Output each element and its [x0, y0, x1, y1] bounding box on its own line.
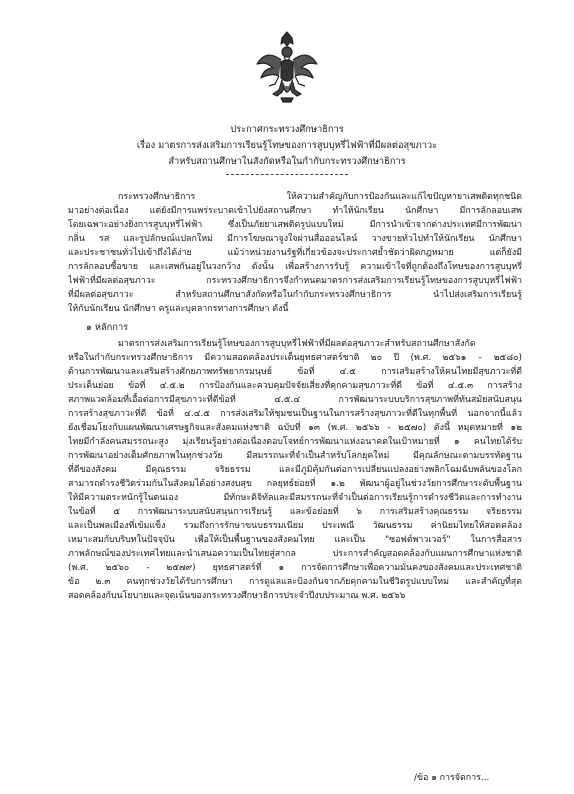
- body-line: ด้านการพัฒนาและเสริมสร้างศักยภาพทรัพยากรมนุษย์ ข้อที่ ๔.๕ การเสริมสร้างให้คนไทยมีสุขภาวะที่ดี: [68, 367, 522, 377]
- body-line: ภาพลักษณ์ของประเทศไทยและนำเสนอความเป็นไทยสู่สากล ประการสำคัญสอดคล้องกับแผนการศึกษาแห่งชาติ: [68, 549, 522, 559]
- announcement-subject-line2: สำหรับสถานศึกษาในสังกัดหรือในกำกับกระทรวงศึกษาธิการ: [168, 156, 406, 167]
- announcement-subject: เรื่อง มาตรการส่งเสริมการเรียนรู้โทษของการสูบบุหรี่ไฟฟ้าที่มีผลต่อสุขภาวะ: [136, 140, 438, 151]
- intro-line: กลิ่น รส และรูปลักษณ์แปลกใหม่ มีการโฆษณาจูงใจผ่านสื่อออนไลน์ วางขายทั่วไปทำให้นักเรียน นักศึกษา: [68, 234, 522, 244]
- body-line: การพัฒนาอย่างเต็มศักยภาพในทุกช่วงวัย มีสมรรถนะที่จำเป็นสำหรับโลกยุคใหม่ มีคุณลักษณะตามบรรทัดฐาน: [68, 451, 522, 461]
- body-line: สภาพแวดล้อมที่เอื้อต่อการมีสุขภาวะที่ดีข้อที่ ๔.๕.๔ การพัฒนาระบบบริการสุขภาพที่ทันสมัยสนับสนุน: [68, 395, 522, 405]
- intro-line: การลักลอบซื้อขาย และเสพกันอยู่ในวงกว้าง ดังนั้น เพื่อสร้างการรับรู้ ความเข้าใจที่ถูกต้องถึงโทษของการสูบบุหรี่: [68, 262, 522, 272]
- intro-line: กระทรวงศึกษาธิการ ให้ความสำคัญกับการป้องกันและแก้ไขปัญหายาเสพติดทุกชนิด: [118, 192, 522, 202]
- intro-line: ให้กับนักเรียน นักศึกษา ครูและบุคลากรทางการศึกษา ดังนี้: [68, 304, 289, 314]
- body-line: มาตรการส่งเสริมการเรียนรู้โทษของการสูบบุหรี่ไฟฟ้าที่มีผลต่อสุขภาวะสำหรับสถานศึกษาสังกัด: [118, 339, 476, 349]
- body-line: ในข้อที่ ๕ การพัฒนาระบบสนับสนุนการเรียนรู้ และข้อย่อยที่ ๖ การเสริมสร้างคุณธรรม จริยธรรม: [68, 507, 522, 517]
- announcement-title: ประกาศกระทรวงศึกษาธิการ: [230, 124, 344, 135]
- body-line: การสร้างสุขภาวะที่ดี ข้อที่ ๔.๔.๕ การส่งเสริมให้ชุมชนเป็นฐานในการสร้างสุขภาวะที่ดีในทุกพื้นที่ นอกจากนี้แล้ว: [68, 409, 522, 419]
- intro-line: มาอย่างต่อเนื่อง แต่ยังมีการแพร่ระบาดเข้าไปยังสถานศึกษา ทำให้นักเรียน นักศึกษา มีการลักลอบเสพ: [68, 206, 522, 216]
- body-line: และเป็นพลเมืองที่เข้มแข็ง รวมถึงการรักษาขนบธรรมเนียม ประเพณี วัฒนธรรม ค่านิยมไทยให้สอดคล้อง: [68, 521, 522, 531]
- section-heading: ๑ หลักการ: [86, 322, 129, 333]
- body-line: ข้อ ๒.๓ คนทุกช่วงวัยได้รับการศึกษา การดูแลและป้องกันจากภัยคุกคามในชีวิตรูปแบบใหม่ และสำคัญที่สุด: [68, 577, 522, 587]
- intro-line: ไฟฟ้าที่มีผลต่อสุขภาวะ กระทรวงศึกษาธิการจึงกำหนดมาตรการส่งเสริมการเรียนรู้โทษของการสูบบุหรี่ไฟฟ้า: [68, 276, 522, 286]
- body-line: สามารถดำรงชีวิตร่วมกันในสังคมได้อย่างสงบสุข กลยุทธ์ย่อยที่ ๑.๒ พัฒนาผู้อยู่ในช่วงวัยการศึกษาระดับพื้นฐาน: [68, 479, 522, 489]
- body-line: ให้มีความตระหนักรู้ในตนเอง มีทักษะดิจิทัลและมีสมรรถนะที่จำเป็นต่อการเรียนรู้การดำรงชีวิตและการทำงาน: [68, 493, 522, 503]
- body-line: หรือในกำกับกระทรวงศึกษาธิการ มีความสอดคล้องประเด็นยุทธศาสตร์ชาติ ๒๐ ปี (พ.ศ. ๒๕๖๑ – ๒๕๘๐): [68, 353, 522, 363]
- intro-line: โดยเฉพาะอย่างยิ่งการสูบบุหรี่ไฟฟ้า ซึ่งเป็นภัยยาเสพติดรูปแบบใหม่ มีการนำเข้าจากต่างประเทศมีการพัฒนา: [68, 220, 522, 230]
- body-line: ยังเชื่อมโยงกับแผนพัฒนาเศรษฐกิจและสังคมแห่งชาติ ฉบับที่ ๑๓ (พ.ศ. ๒๕๖๖ - ๒๕๗๐) ดังนี้ หมุดหมายที่ ๑๒: [68, 423, 522, 433]
- header-divider: [226, 174, 348, 175]
- intro-line: ที่มีผลต่อสุขภาวะ สำหรับสถานศึกษาสังกัดหรือในกำกับกระทรวงศึกษาธิการ นำไปส่งเสริมการเรียนรู้: [68, 290, 522, 300]
- body-line: สอดคล้องกับนโยบายและจุดเน้นของกระทรวงศึกษาธิการประจำปีงบประมาณ พ.ศ. ๒๕๖๖: [68, 591, 406, 601]
- continuation-note: /ข้อ ๑ การจัดการ...: [414, 773, 490, 783]
- body-line: ไทยมีกำลังคนสมรรถนะสูง มุ่งเรียนรู้อย่างต่อเนื่องตอบโจทย์การพัฒนาแห่งอนาคตในเป้าหมายที่ ๑ คนไทยได้รับ: [68, 437, 522, 447]
- body-line: ที่ดีของสังคม มีคุณธรรม จริยธรรม และมีภูมิคุ้มกันต่อการเปลี่ยนแปลงอย่างพลิกโฉมฉับพลันของโลก: [68, 465, 522, 475]
- body-line: ประเด็นย่อย ข้อที่ ๔.๕.๒ การป้องกันและควบคุมปัจจัยเสี่ยงที่คุกคามสุขภาวะที่ดี ข้อที่ ๔.๕.๓ การสร้าง: [68, 381, 522, 391]
- garuda-emblem-icon: [255, 28, 319, 104]
- intro-line: และประชาชนทั่วไปเข้าถึงได้ง่าย แม้ว่าหน่วยงานรัฐที่เกี่ยวข้องจะประกาศย้ำชัดว่าผิดกฎหมาย แต่ก็ยังมี: [68, 248, 522, 258]
- body-line: เหมาะสมกับบริบทในปัจจุบัน เพื่อให้เป็นพื้นฐานของสังคมไทย และเป็น "ซอฟต์พาวเวอร์" ในการสื่อสาร: [68, 535, 522, 545]
- body-line: (พ.ศ. ๒๕๖๐ - ๒๕๗๙) ยุทธศาสตร์ที่ ๑ การจัดการศึกษาเพื่อความมั่นคงของสังคมและประเทศชาติ: [68, 563, 522, 573]
